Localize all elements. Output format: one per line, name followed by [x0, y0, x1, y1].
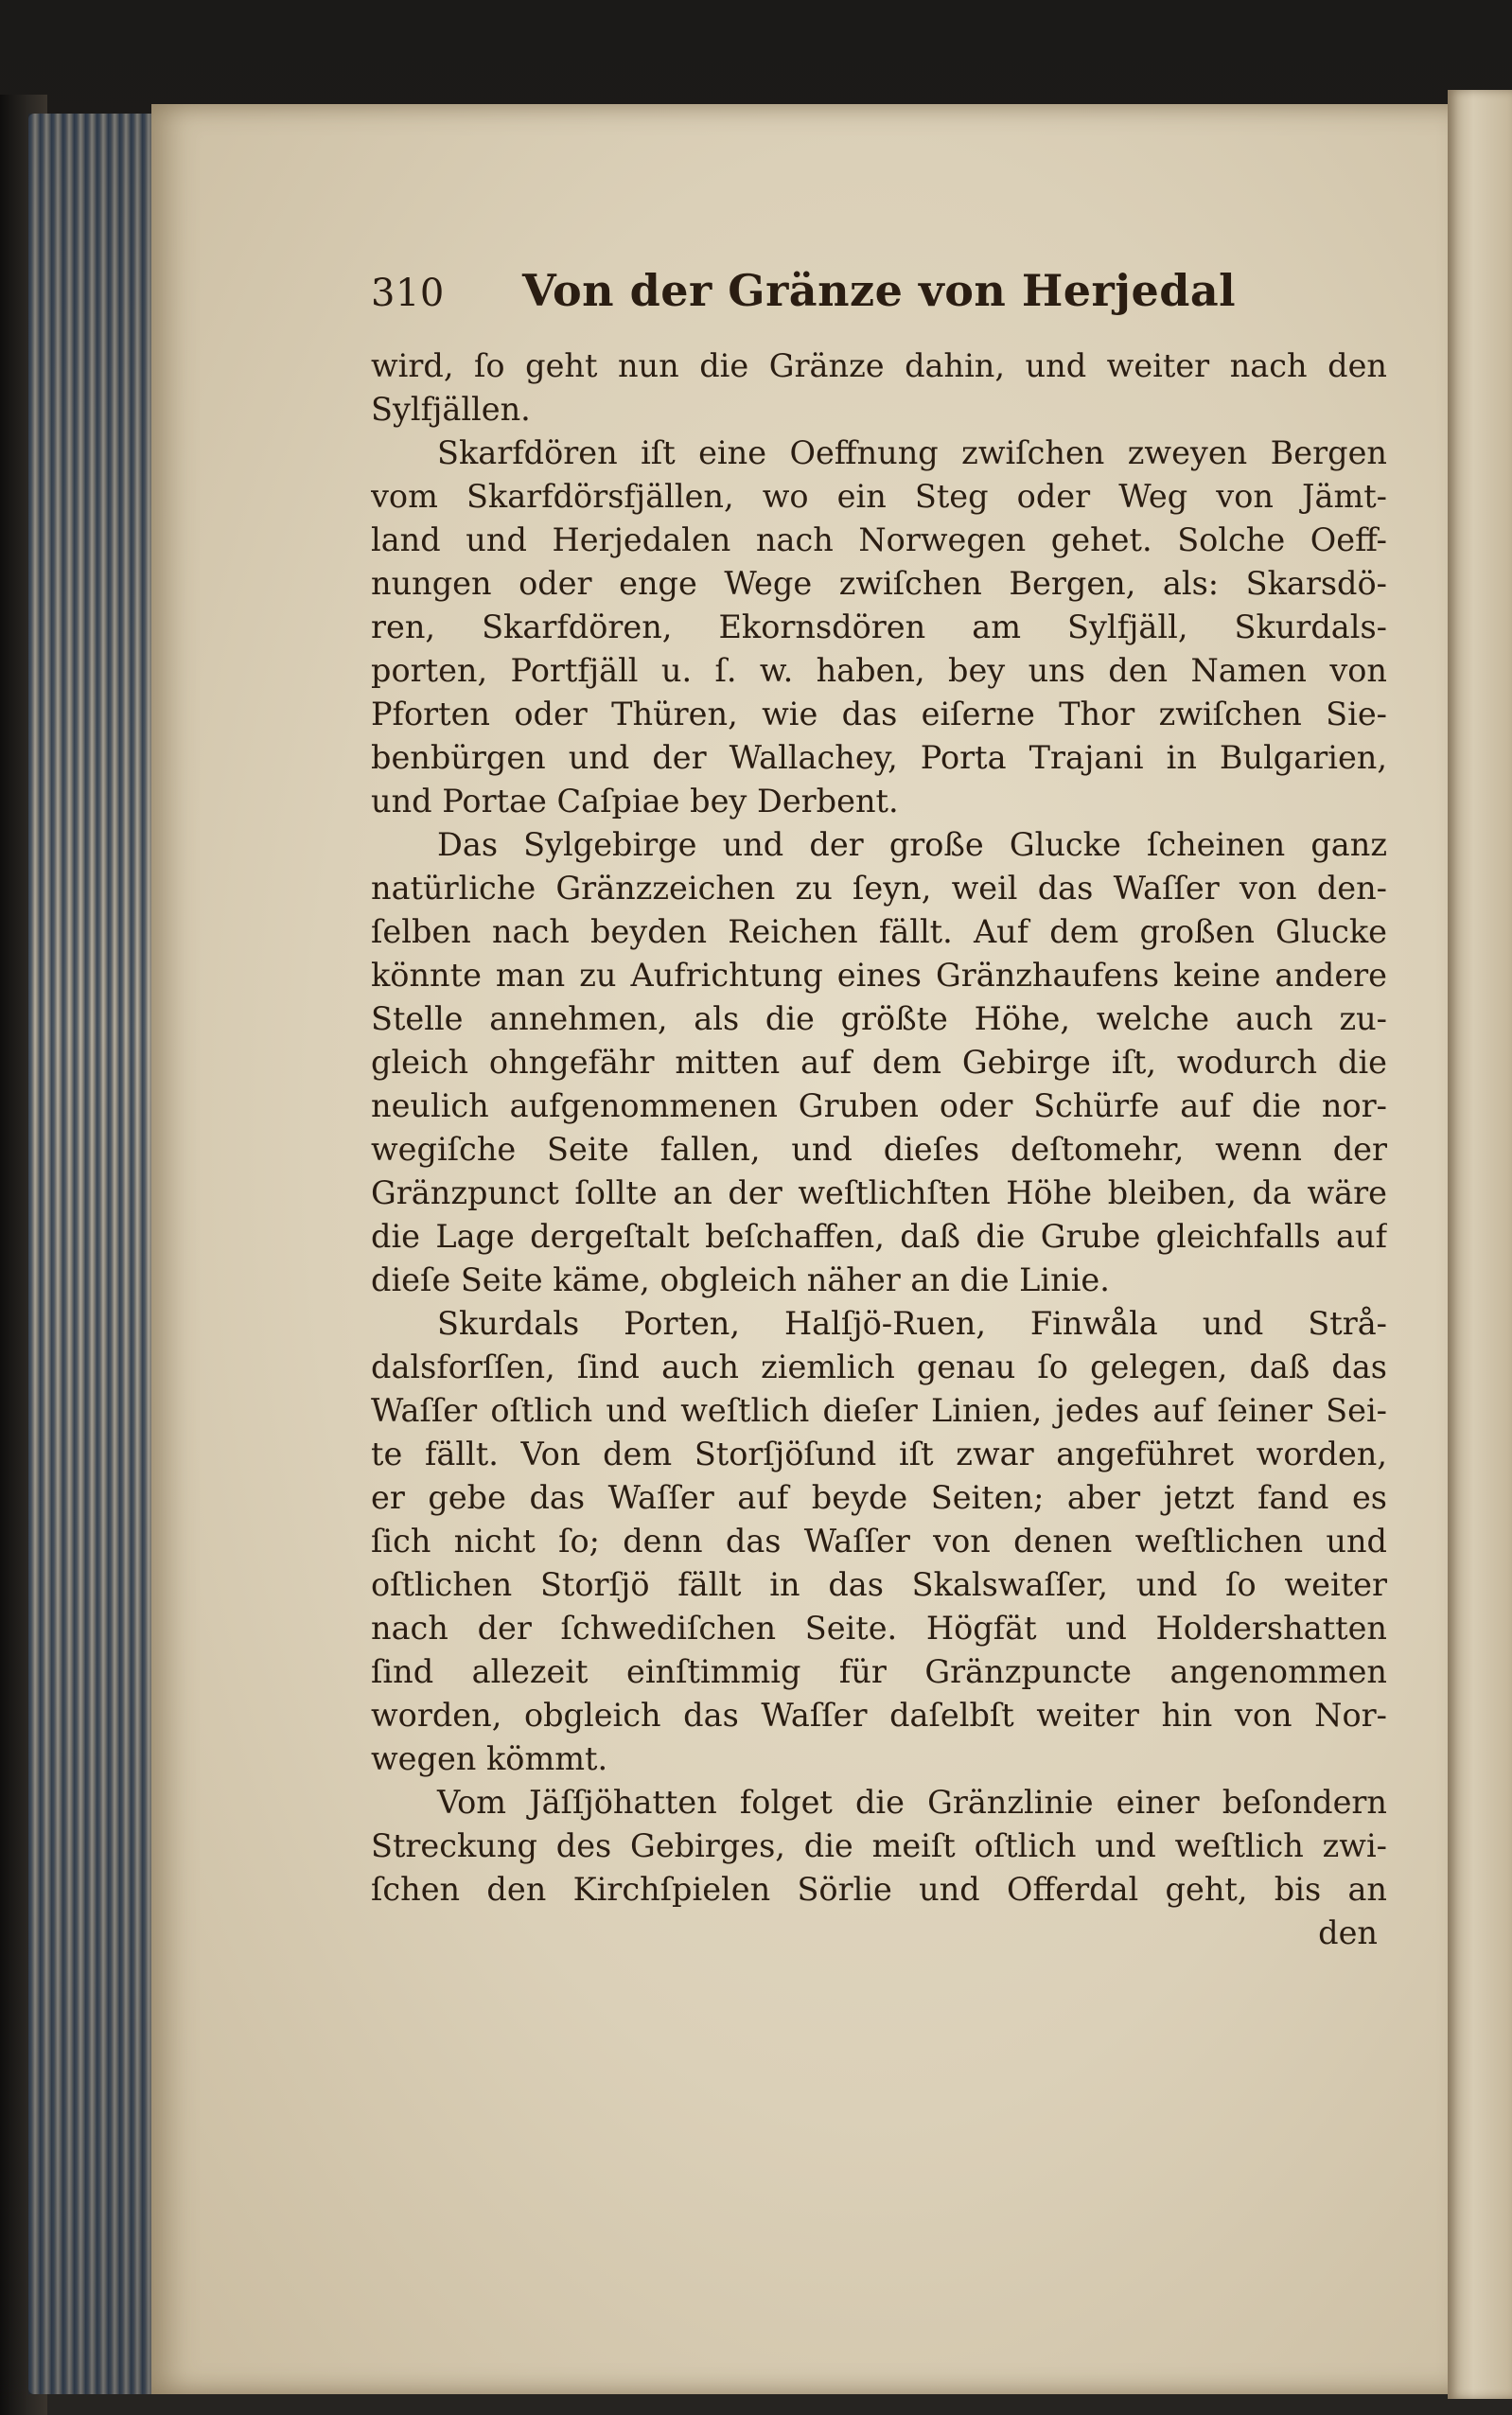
text-line: Sylfjällen. — [371, 391, 531, 428]
body-text — [371, 344, 1387, 1912]
adjacent-page-edge — [1448, 90, 1512, 2399]
text-line: dieſe Seite käme, obgleich näher an die Linie. — [371, 1261, 1110, 1298]
text-line: wird, ſo geht nun die Gränze dahin, und weiter nach den — [371, 347, 1387, 384]
text-line: oſtlichen Storſjö fällt in das Skalswaſſer, und ſo weiter — [371, 1566, 1387, 1603]
text-line: Pforten oder Thüren, wie das eiſerne Thor zwiſchen Sie- — [371, 696, 1387, 732]
text-line: Das Sylgebirge und der große Glucke ſcheinen ganz — [437, 826, 1387, 863]
page-header — [371, 265, 1387, 344]
text-line: neulich aufgenommenen Gruben oder Schürfe auf die nor- — [371, 1087, 1387, 1124]
text-line: Skurdals Porten, Halſjö-Ruen, Finwåla und Strå- — [437, 1305, 1387, 1342]
page-text — [371, 265, 1387, 1955]
text-line: die Lage dergeſtalt beſchaffen, daß die Grube gleichfalls auf — [371, 1218, 1387, 1255]
text-line: ſchen den Kirchſpielen Sörlie und Offerdal geht, bis an — [371, 1871, 1387, 1908]
text-line: ſich nicht ſo; denn das Waſſer von denen weſtlichen und — [371, 1523, 1387, 1560]
text-line: könnte man zu Aufrichtung eines Gränzhaufens keine andere — [371, 957, 1387, 994]
text-line: natürliche Gränzzeichen zu ſeyn, weil das Waſſer von den- — [371, 870, 1387, 907]
text-line: Gränzpunct ſollte an der weſtlichſten Höhe bleiben, da wäre — [371, 1174, 1387, 1211]
catchword: den — [1318, 1914, 1378, 1951]
text-line: Streckung des Gebirges, die meiſt oſtlich und weſtlich zwi- — [371, 1827, 1387, 1864]
text-line: te fällt. Von dem Storſjöſund iſt zwar angeführet worden, — [371, 1436, 1387, 1472]
text-line: und Portae Caſpiae bey Derbent. — [371, 783, 899, 820]
page-block-edges — [28, 114, 161, 2394]
text-line: wegen kömmt. — [371, 1740, 608, 1777]
text-line: ſelben nach beyden Reichen fällt. Auf dem großen Glucke — [371, 913, 1387, 950]
text-line: Stelle annehmen, als die größte Höhe, welche auch zu- — [371, 1000, 1387, 1037]
text-line: Waſſer oſtlich und weſtlich dieſer Linien, jedes auf ſeiner Sei- — [371, 1392, 1387, 1429]
text-line: worden, obgleich das Waſſer daſelbſt weiter hin von Nor- — [371, 1697, 1387, 1734]
text-line: gleich ohngefähr mitten auf dem Gebirge iſt, wodurch die — [371, 1044, 1387, 1081]
text-line: nungen oder enge Wege zwiſchen Bergen, als: Skarsdö- — [371, 565, 1387, 602]
text-line: land und Herjedalen nach Norwegen gehet. Solche Oeff- — [371, 521, 1387, 558]
text-line: dalsforſſen, ſind auch ziemlich genau ſo gelegen, daß das — [371, 1349, 1387, 1385]
text-line: porten, Portfjäll u. ſ. w. haben, bey uns den Namen von — [371, 652, 1387, 689]
text-line: ren, Skarfdören, Ekornsdören am Sylfjäll, Skurdals- — [371, 608, 1387, 645]
text-line: vom Skarfdörsfjällen, wo ein Steg oder Weg von Jämt- — [371, 478, 1387, 515]
text-line: benbürgen und der Wallachey, Porta Trajani in Bulgarien, — [371, 739, 1387, 776]
text-line: ſind allezeit einſtimmig für Gränzpuncte angenommen — [371, 1653, 1387, 1690]
text-line: wegiſche Seite fallen, und dieſes deſtomehr, wenn der — [371, 1131, 1387, 1168]
text-line: Skarfdören iſt eine Oeffnung zwiſchen zweyen Bergen — [437, 434, 1387, 471]
page-number: 310 — [371, 272, 445, 315]
text-line: nach der ſchwediſchen Seite. Högfät und Holdershatten — [371, 1610, 1387, 1647]
running-head: Von der Gränze von Herjedal — [522, 265, 1237, 316]
text-line: er gebe das Waſſer auf beyde Seiten; aber jetzt fand es — [371, 1479, 1387, 1516]
text-line: Vom Jäſſjöhatten folget die Gränzlinie einer beſondern — [437, 1784, 1387, 1821]
